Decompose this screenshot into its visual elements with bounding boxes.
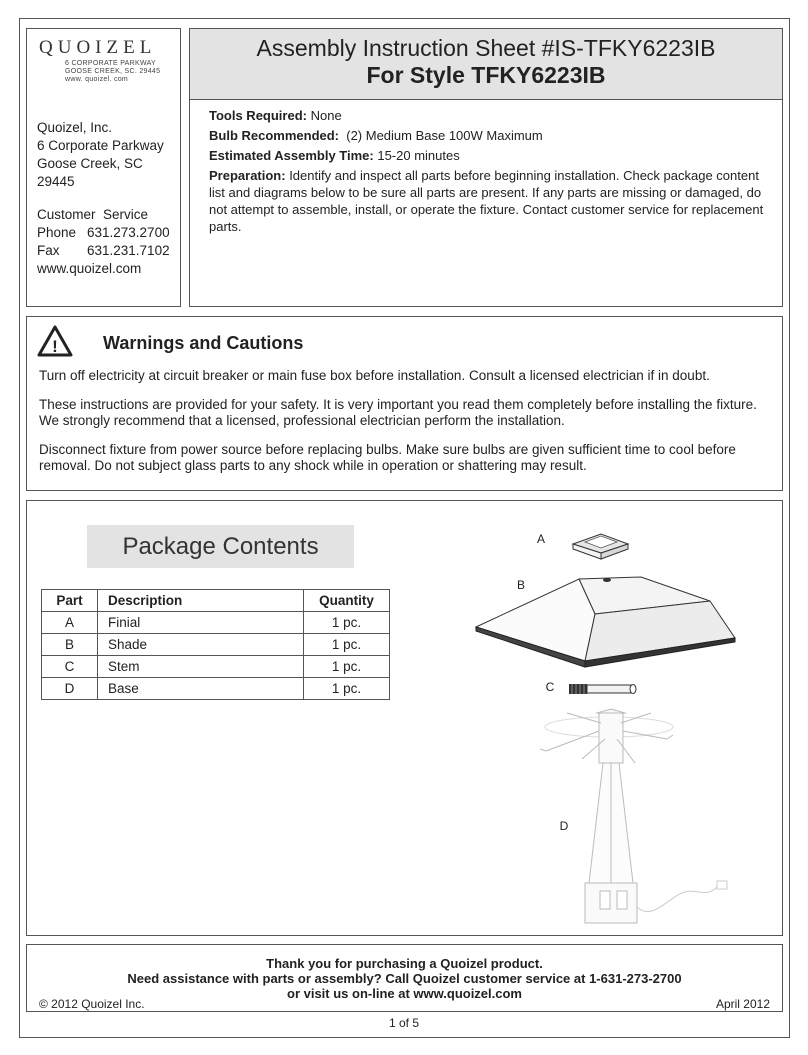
header-part: Part: [42, 590, 98, 612]
logo-address-line2: GOOSE CREEK, SC. 29445: [65, 68, 161, 75]
tools-required: Tools Required: None: [209, 108, 342, 123]
warning-triangle-icon: [37, 325, 73, 362]
package-contents-panel: [26, 500, 783, 936]
footer-panel: [26, 944, 783, 1012]
warning-exclamation: !: [52, 337, 58, 356]
base-drawing: [540, 709, 727, 923]
company-street: 6 Corporate Parkway: [37, 138, 164, 153]
footer-website[interactable]: or visit us on-line at www.quoizel.com: [287, 986, 522, 1001]
preparation: Preparation: Identify and inspect all parts before beginning installation. Check package content list and diagrams below to be sure all parts are present. If any parts are missing or damaged, do not attempt to assemble, install, or operate the fixture. Contact customer service for replacement parts.: [209, 168, 764, 234]
logo-address-line1: 6 CORPORATE PARKWAY: [65, 60, 157, 67]
cell-quantity: 1 pc.: [304, 634, 390, 656]
finial-drawing: [573, 534, 628, 559]
cell-description: Base: [98, 678, 304, 700]
assembly-info: [209, 107, 769, 238]
package-contents-title: Package Contents: [87, 525, 354, 568]
footer-date: April 2012: [715, 997, 770, 1011]
company-name: Quoizel, Inc.: [37, 120, 113, 135]
diagram-label-b: B: [511, 577, 531, 593]
header-description: Description: [98, 590, 304, 612]
document-subtitle: For Style TFKY6223IB: [366, 62, 606, 88]
company-zip: 29445: [37, 174, 75, 189]
cell-description: Stem: [98, 656, 304, 678]
diagram-label-a: A: [531, 531, 551, 547]
company-info-panel: [26, 28, 181, 307]
footer-copyright: © 2012 Quoizel Inc.: [39, 997, 145, 1011]
cell-description: Shade: [98, 634, 304, 656]
diagram-label-c: C: [540, 679, 560, 695]
phone-row: [37, 224, 170, 242]
warning-paragraph-2: These instructions are provided for your safety. It is very important you read them completely before installing the fixture. We strongly recommend that a licensed, professional electrician perform the installation.: [39, 397, 757, 428]
phone-label: Phone: [37, 225, 77, 240]
parts-diagram: [27, 501, 784, 937]
bulb-recommended: Bulb Recommended: (2) Medium Base 100W Maximum: [209, 128, 543, 143]
cell-part: A: [42, 612, 98, 634]
fax-number: 631.231.7102: [87, 243, 170, 258]
cell-part: C: [42, 656, 98, 678]
company-website[interactable]: www.quoizel.com: [37, 261, 142, 276]
logo-website: www. quoizel. com: [65, 76, 129, 83]
fax-row: [37, 242, 170, 260]
company-contact: [37, 206, 170, 278]
company-logo: QUOIZEL: [39, 37, 157, 58]
phone-number: 631.273.2700: [87, 225, 170, 240]
customer-service-label: Customer Service: [37, 207, 149, 222]
header-quantity: Quantity: [304, 590, 390, 612]
cell-part: D: [42, 678, 98, 700]
fax-label: Fax: [37, 243, 60, 258]
document-title: Assembly Instruction Sheet #IS-TFKY6223IB: [256, 35, 716, 61]
warnings-title: Warnings and Cautions: [103, 333, 304, 353]
title-band: [190, 29, 782, 100]
cell-part: B: [42, 634, 98, 656]
warning-paragraph-1: Turn off electricity at circuit breaker or main fuse box before installation. Consult a licensed electrician if in doubt.: [39, 368, 710, 383]
footer-thank-you: Thank you for purchasing a Quoizel product.: [266, 956, 543, 971]
company-city: Goose Creek, SC: [37, 156, 143, 171]
title-panel: [189, 28, 783, 307]
cell-description: Finial: [98, 612, 304, 634]
cell-quantity: 1 pc.: [304, 612, 390, 634]
footer-assistance: Need assistance with parts or assembly? Call Quoizel customer service at 1-631-273-2700: [127, 971, 682, 986]
cell-quantity: 1 pc.: [304, 656, 390, 678]
stem-drawing: [569, 684, 636, 694]
warnings-panel: [26, 316, 783, 491]
page-number: 1 of 5: [388, 1016, 420, 1030]
assembly-time: Estimated Assembly Time: 15-20 minutes: [209, 148, 460, 163]
diagram-label-d: D: [554, 818, 574, 834]
cell-quantity: 1 pc.: [304, 678, 390, 700]
warning-paragraph-3: Disconnect fixture from power source before replacing bulbs. Make sure bulbs are given sufficient time to cool before removal. Do not subject glass parts to any shock while in operation or shattering may result.: [39, 442, 736, 473]
company-address: [37, 119, 164, 191]
